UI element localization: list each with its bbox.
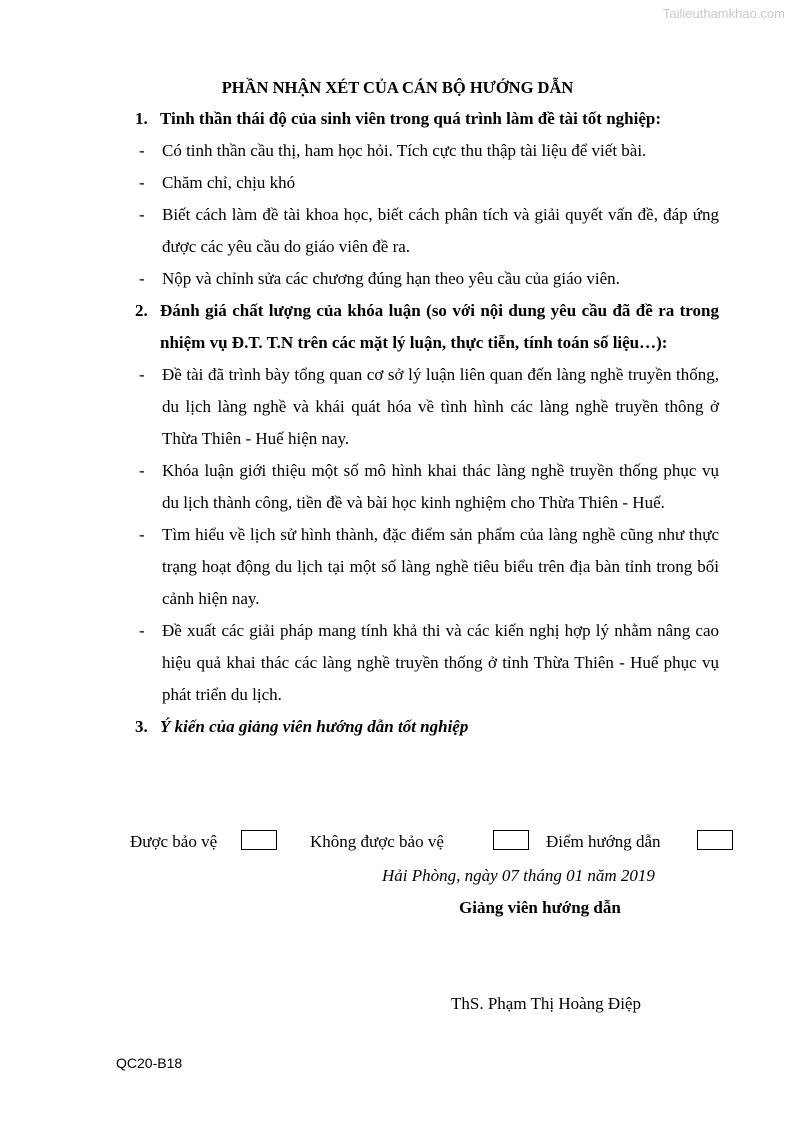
list-item-text: Chăm chỉ, chịu khó: [162, 173, 296, 192]
section-2-heading: [135, 295, 719, 359]
section-heading-text: Tinh thần thái độ của sinh viên trong quá trình làm đề tài tốt nghiệp:: [160, 109, 661, 128]
list-item-text: Biết cách làm đề tài khoa học, biết cách phân tích và giải quyết vấn đề, đáp ứng được các yêu cầu do giáo viên đề ra.: [162, 205, 719, 256]
defended-checkbox[interactable]: [241, 830, 277, 850]
form-code: QC20-B18: [116, 1055, 183, 1071]
section-number: 1.: [135, 109, 148, 128]
section-number: 3.: [135, 717, 148, 736]
list-item: [135, 455, 719, 519]
list-item-text: Đề xuất các giải pháp mang tính khả thi và các kiến nghị hợp lý nhằm nâng cao hiệu quả khai thác các làng nghề truyền thống ở tỉnh Thừa Thiên - Huế phục vụ phát triển du lịch.: [162, 621, 719, 704]
not-defended-label: Không được bảo vệ: [310, 832, 444, 851]
list-item-text: Có tinh thần cầu thị, ham học hỏi. Tích cực thu thập tài liệu để viết bài.: [162, 141, 647, 160]
section-heading-text: Ý kiến của giảng viên hướng dẫn tốt nghiệp: [160, 717, 469, 736]
list-item: [135, 615, 719, 711]
bullet-marker: -: [139, 269, 145, 288]
list-item: [135, 519, 719, 615]
page-title: PHẦN NHẬN XÉT CỦA CÁN BỘ HƯỚNG DẪN: [221, 78, 574, 97]
watermark-text: Tailieuthamkhao.com: [662, 6, 785, 21]
bullet-marker: -: [139, 205, 145, 224]
list-item-text: Nộp và chỉnh sửa các chương đúng hạn theo yêu cầu của giáo viên.: [162, 269, 620, 288]
bullet-marker: -: [139, 525, 145, 544]
bullet-marker: -: [139, 621, 145, 640]
list-item: [135, 263, 719, 295]
section-3-heading: [135, 711, 719, 743]
section-heading-text: Đánh giá chất lượng của khóa luận (so với nội dung yêu cầu đã đề ra trong nhiệm vụ Đ.T. T.N trên các mặt lý luận, thực tiễn, tính toán số liệu…):: [160, 301, 719, 352]
signature-title: Giảng viên hướng dẫn: [459, 898, 621, 917]
list-item-text: Tìm hiểu về lịch sử hình thành, đặc điểm sản phẩm của làng nghề cũng như thực trạng hoạt động du lịch tại một số làng nghề tiêu biểu trên địa bàn tỉnh trong bối cảnh hiện nay.: [162, 525, 719, 608]
document-body: [135, 103, 719, 743]
list-item: [135, 199, 719, 263]
defended-label: Được bảo vệ: [130, 832, 218, 851]
section-1-heading: [135, 103, 719, 135]
advisor-score-label: Điểm hướng dẫn: [546, 832, 661, 851]
date-line: Hải Phòng, ngày 07 tháng 01 năm 2019: [382, 866, 655, 885]
signer-name: ThS. Phạm Thị Hoàng Điệp: [451, 994, 641, 1013]
bullet-marker: -: [139, 141, 145, 160]
list-item: [135, 167, 719, 199]
bullet-marker: -: [139, 461, 145, 480]
list-item: [135, 359, 719, 455]
bullet-marker: -: [139, 173, 145, 192]
not-defended-checkbox[interactable]: [493, 830, 529, 850]
section-number: 2.: [135, 301, 148, 320]
advisor-score-box[interactable]: [697, 830, 733, 850]
list-item: [135, 135, 719, 167]
list-item-text: Đề tài đã trình bày tổng quan cơ sở lý luận liên quan đến làng nghề truyền thống, du lịch làng nghề và khái quát hóa về tình hình các làng nghề truyền thông ở Thừa Thiên - Huế hiện nay.: [162, 365, 719, 448]
bullet-marker: -: [139, 365, 145, 384]
list-item-text: Khóa luận giới thiệu một số mô hình khai thác làng nghề truyền thống phục vụ du lịch thành công, tiền đề và bài học kinh nghiệm cho Thừa Thiên - Huế.: [162, 461, 719, 512]
